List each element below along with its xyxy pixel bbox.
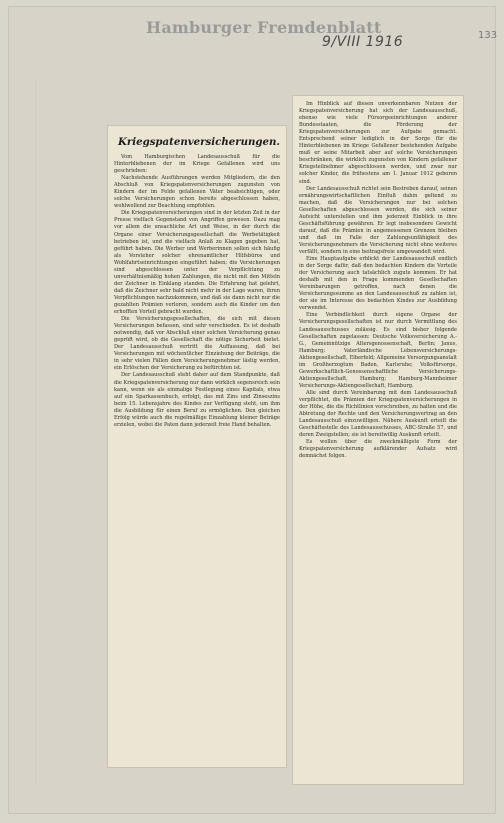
archive-card (8, 6, 496, 814)
paragraph: Der Landesausschuß richtet sein Bestreben darauf, seinen ernährungswirtschaftlichen Einfluß dahin geltend zu machen, daß die Versicherungen nur bei solchen Gesellschaften abgeschlossen werden, die sich seiner Aufsicht unterstellen und ihm jederzeit Einblick in ihre Geschäftsführung gewähren. Er legt insbesondere Gewicht darauf, daß die Prämien in angemessenen Grenzen bleiben und daß im Falle der Zahlungsunfähigkeit des Versicherungsnehmers die Versicherung nicht ohne weiteres verfällt, sondern in eine beitragsfreie umgewandelt wird. (299, 185, 457, 255)
handwritten-date: 9/VIII 1916 (322, 34, 404, 50)
paragraph: Im Hinblick auf diesen unverkennbaren Nutzen der Kriegspatenversicherung hat sich der Landesausschuß, ebenso wie viele Fürsorgeeinrichtungen anderer Bundesstaaten, die Förderung der Kriegspatenversicherungen zur Aufgabe gemacht. Entsprechend seiner lediglich in der Sorge für die Hinterbliebenen im Kriege Gefallener bestehenden Aufgabe muß er seine Mitarbeit aber auf solche Versicherungen beschränken, die wirklich zugunsten von Kindern gefallener Kriegsteilnehmer abgeschlossen werden, und zwar nur solcher Kinder, die frühestens am 1. Januar 1912 geboren sind. (299, 101, 457, 185)
clipping-right-column (293, 96, 463, 784)
clipping-left-column (108, 126, 286, 767)
newspaper-name: Hamburger Fremdenblatt (146, 18, 382, 37)
article-body-left (108, 154, 286, 429)
paragraph: Der Landesausschuß steht daher auf dem Standpunkte, daß die Kriegspatenversicherung nur dann wirklich segensreich sein kann, wenn sie als einmalige Festlegung eines Kapitals, etwa auf ein Sparkassenbuch, erfolgt, das mit Zins und Zinseszins beim 15. Lebensjahre des Kindes zur Verfügung steht, um ihm die Ausbildung für einen Beruf zu ermöglichen. Den gleichen Erfolg würde auch die regelmäßige Einzahlung kleiner Beträge erzielen, wobei die Paten dann jederzeit freie Hand behalten. (114, 372, 280, 428)
paragraph: Nachstehende Ausführungen werden Mitgliedern, die den Abschluß von Kriegspatenversicherungen zugunsten von Kindern der im Felde gefallenen Väter beabsichtigen, oder solche Versicherungen schon bereits abgeschlossen haben, wohlwollend zur Beachtung empfohlen. (114, 175, 280, 210)
paragraph: Die Kriegspatenversicherungen sind in der letzten Zeit in der Presse vielfach Gegenstand von Angriffen gewesen. Dazu mag vor allem die unsachliche Art und Weise, in der durch die Organe einer Versicherungsgesellschaft die Werbetätigkeit betrieben ist, und die vielfach Anlaß zu Klagen gegeben hat, geführt haben. Die Werber und Werberinnen sollen sich häufig als Vorsteher solcher ehrenamtlicher Hilfsbüros und Wohlfahrtseinrichtungen eingeführt haben; die Versicherungen sind abgeschlossen unter der Verpflichtung zu unverhältnismäßig hohen Zahlungen, die nicht mit den Mitteln der Zeichner in Einklang standen. Die Erfahrung hat gelehrt, daß die Zeichner sehr bald nicht mehr in der Lage waren, ihren Verpflichtungen nachzukommen, und daß sie dann nicht nur die gezahlten Prämien verloren, sondern auch die Kinder um den erhofften Vorteil gebracht wurden. (114, 210, 280, 316)
paragraph: Eine Verbindlichkeit durch eigene Organe der Versicherungsgesellschaften ist nur durch Vermittlung des Landesausschusses zulässig. Es sind bisher folgende Gesellschaften zugelassen: Deutsche Volksversicherung A.-G., Gemeinnützige Altersgenossenschaft, Berlin; Janus, Hamburg; Vaterländische Lebensversicherungs-Aktiengesellschaft, Elberfeld; Allgemeine Versorgungsanstalt im Großherzogtum Baden, Karlsruhe; Volksfürsorge, Gewerkschaftlich-Genossenschaftliche Versicherungs-Aktiengesellschaft, Hamburg; Hamburg-Mannheimer Versicherungs-Aktiengesellschaft, Hamburg. (299, 312, 457, 389)
archive-number: 133 (478, 30, 498, 41)
paragraph: Vom Hamburgischen Landesausschuß für die Hinterbliebenen der im Kriege Gefallenen wird uns geschrieben: (114, 154, 280, 175)
paragraph: Eine Hauptaufgabe erblickt der Landesausschuß endlich in der Sorge dafür, daß den bedachten Kindern die Vorteile der Versicherung auch tatsächlich zugute kommen. Er hat deshalb mit den in Frage kommenden Gesellschaften Vereinbarungen getroffen, nach denen die Versicherungssumme an den Landesausschuß zu zahlen ist, der sie im Interesse des bedachten Kindes zur Ausbildung verwendet. (299, 256, 457, 312)
paragraph: Es wollen über die zweckmäßigste Form der Kriegspatenversicherung aufklärender Aufsatz wird demnächst folgen. (299, 439, 457, 460)
article-title: Kriegspatenversicherungen. (118, 136, 280, 148)
paragraph: Alle sind durch Vereinbarung mit dem Landesausschuß verpflichtet, die Prämien der Kriegspatenversicherungen in der Höhe, die die Richtlinien vorschreiben, zu halten und die Abtretung der Rechte und den Versicherungsvertrag an den Landesausschuß einzuwilligen. Nähere Auskunft erteilt die Geschäftsstelle des Landesausschusses, ABC-Straße 57, und deren Zweigstellen; sie ist bereitwillig Auskunft erteilt. (299, 389, 457, 439)
article-body-right (293, 96, 463, 460)
paragraph: Die Versicherungsgesellschaften, die sich mit diesen Versicherungen befassen, sind sehr verschieden. Es ist deshalb notwendig, daß vor Abschluß einer solchen Versicherung genau geprüft wird, ob die Gesellschaft die nötige Sicherheit bietet. Der Landesausschuß vertritt die Auffassung, daß bei Versicherungen mit wöchentlicher Einziehung der Beiträge, die in sehr vielen Fällen dem Versicherungsnehmer lästig werden, ein Erlöschen der Versicherung zu befürchten ist. (114, 316, 280, 372)
margin-line (35, 82, 36, 782)
